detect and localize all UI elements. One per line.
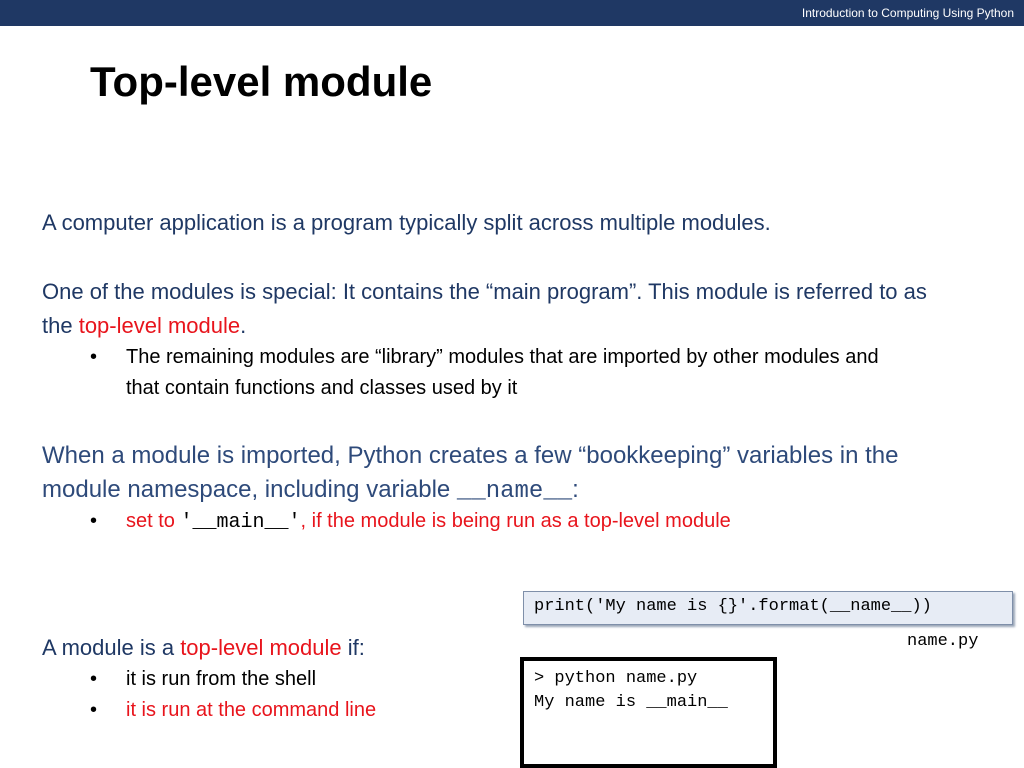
bullet-dot: • — [90, 510, 98, 532]
bullet-dot: • — [90, 346, 98, 368]
p2-highlight: top-level module — [78, 313, 241, 338]
p3-suffix: : — [572, 476, 579, 503]
b2-text: set to — [126, 510, 181, 532]
slide-title: Top-level module — [90, 58, 433, 105]
paragraph-top-level-if — [42, 631, 365, 665]
p3-text: When a module is imported, Python creates a few “bookkeeping” variables in the module namespace, including variable — [42, 442, 899, 503]
b2-suffix: , if the module is being run as a top-level module — [300, 510, 731, 532]
bullet-dot: • — [90, 699, 98, 721]
bullet-set-main — [90, 506, 906, 538]
bullet-text: The remaining modules are “library” modules that are imported by other modules and that contain functions and classes used by it — [126, 346, 879, 399]
paragraph-main-program — [42, 275, 962, 343]
header-bar — [0, 0, 1024, 26]
p2-text: One of the modules is special: It contains the “main program”. This module is referred to as the — [42, 279, 927, 338]
bullet-command-line — [90, 695, 486, 726]
shell-output-box — [520, 657, 777, 768]
bullet-library-modules — [90, 342, 906, 404]
paragraph-application: A computer application is a program typically split across multiple modules. — [42, 210, 771, 235]
bullet-shell — [90, 664, 486, 695]
p2-suffix: . — [240, 313, 247, 338]
shell-output: My name is __main__ — [534, 693, 728, 712]
bullet-text: it is run at the command line — [126, 699, 377, 721]
paragraph-bookkeeping — [42, 439, 972, 509]
p4-highlight: top-level module — [180, 635, 342, 660]
bullet-text: it is run from the shell — [126, 668, 317, 690]
code-filename: name.py — [907, 632, 979, 651]
bullet-dot: • — [90, 668, 98, 690]
shell-command: > python name.py — [534, 669, 698, 688]
bullet-text — [126, 506, 906, 538]
course-title: Introduction to Computing Using Python — [801, 6, 1014, 20]
p3-code: __name__ — [456, 478, 573, 505]
p4-suffix: if: — [341, 635, 365, 660]
b2-code: '__main__' — [180, 511, 301, 534]
code-box: print('My name is {}'.format(__name__)) — [523, 591, 1013, 625]
p4-text: A module is a — [42, 635, 181, 660]
